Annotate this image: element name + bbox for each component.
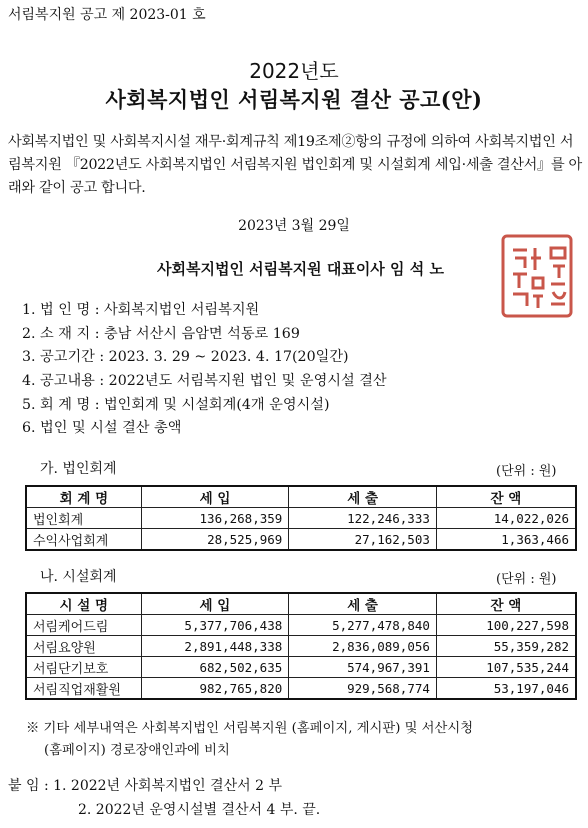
column-header: 세 출 <box>289 486 437 508</box>
table-row <box>26 636 576 657</box>
cell-balance: 55,359,282 <box>436 636 576 657</box>
cell-balance: 1,363,466 <box>436 529 576 551</box>
item-corporation-name: 1. 법 인 명 : 사회복지법인 서림복지원 <box>22 302 260 318</box>
notice-items <box>22 299 387 441</box>
cell-expense: 929,568,774 <box>289 678 437 700</box>
facility-section-label: 나. 시설회계 <box>40 569 117 585</box>
cell-balance: 14,022,026 <box>436 508 576 529</box>
cell-expense: 574,967,391 <box>289 657 437 678</box>
cell-revenue: 982,765,820 <box>141 678 289 700</box>
cell-name: 서림요양원 <box>26 636 141 657</box>
intro-paragraph: 사회복지법인 및 사회복지시설 재무·회계규칙 제19조제②항의 규정에 의하여 사회복지법인 서림복지원 『2022년도 사회복지법인 서림복지원 법인회계 및 시설회계 세입·세출 결산서』를 아래와 같이 공고 합니다. <box>8 134 582 196</box>
cell-name: 서림케어드림 <box>26 615 141 636</box>
item-account-name: 5. 회 계 명 : 법인회계 및 시설회계(4개 운영시설) <box>22 396 330 413</box>
note-block <box>26 718 473 762</box>
title-year: 2022년도 <box>249 59 339 83</box>
facility-accounts-table <box>25 592 577 700</box>
table-header-row <box>26 486 576 508</box>
column-header: 회 계 명 <box>26 486 141 508</box>
column-header: 잔 액 <box>436 486 576 508</box>
cell-name: 서림단기보호 <box>26 657 141 678</box>
table-row <box>26 615 576 636</box>
cell-revenue: 136,268,359 <box>141 508 289 529</box>
notice-date: 2023년 3월 29일 <box>238 218 350 234</box>
table-row <box>26 657 576 678</box>
attachment-line: 2. 2022년 운영시설별 결산서 4 부. 끝. <box>78 802 321 818</box>
cell-expense: 122,246,333 <box>289 508 437 529</box>
attachments-block <box>8 774 320 822</box>
corp-section-label: 가. 법인회계 <box>40 461 117 477</box>
item-address: 2. 소 재 지 : 충남 서산시 음암면 석동로 169 <box>22 325 300 342</box>
column-header: 세 입 <box>141 486 289 508</box>
column-header: 세 입 <box>141 593 289 615</box>
cell-balance: 53,197,046 <box>436 678 576 700</box>
cell-revenue: 5,377,706,438 <box>141 615 289 636</box>
cell-revenue: 28,525,969 <box>141 529 289 551</box>
cell-balance: 100,227,598 <box>436 615 576 636</box>
cell-balance: 107,535,244 <box>436 657 576 678</box>
facility-unit: (단위 : 원) <box>496 572 557 587</box>
note-line: ※ 기타 세부내역은 사회복지법인 서림복지원 (홈페이지, 게시판) 및 서산시청 <box>26 721 474 736</box>
column-header: 세 출 <box>289 593 437 615</box>
notice-number: 서림복지원 공고 제 2023-01 호 <box>8 7 206 23</box>
table-row <box>26 678 576 700</box>
column-header: 잔 액 <box>436 593 576 615</box>
page-title: 사회복지법인 서림복지원 결산 공고(안) <box>105 87 483 112</box>
cell-revenue: 682,502,635 <box>141 657 289 678</box>
cell-expense: 5,277,478,840 <box>289 615 437 636</box>
cell-name: 서림직업재활원 <box>26 678 141 700</box>
column-header: 시 설 명 <box>26 593 141 615</box>
cell-revenue: 2,891,448,338 <box>141 636 289 657</box>
attachment-line: 붙 임 : 1. 2022년 사회복지법인 결산서 2 부 <box>8 778 283 794</box>
table-row <box>26 529 576 551</box>
cell-name: 수익사업회계 <box>26 529 141 551</box>
item-totals: 6. 법인 및 시설 결산 총액 <box>22 420 182 437</box>
representative-line: 사회복지법인 서림복지원 대표이사 임 석 노 <box>157 260 444 278</box>
cell-expense: 27,162,503 <box>289 529 437 551</box>
table-row <box>26 508 576 529</box>
table-header-row <box>26 593 576 615</box>
item-period: 3. 공고기간 : 2023. 3. 29 ~ 2023. 4. 17(20일간) <box>22 349 349 366</box>
corp-unit: (단위 : 원) <box>496 464 557 479</box>
item-content: 4. 공고내용 : 2022년도 서림복지원 법인 및 운영시설 결산 <box>22 373 387 390</box>
corp-accounts-table <box>25 485 577 551</box>
cell-expense: 2,836,089,056 <box>289 636 437 657</box>
official-seal-stamp <box>497 228 577 324</box>
cell-name: 법인회계 <box>26 508 141 529</box>
note-line: (홈페이지) 경로장애인과에 비치 <box>44 743 230 758</box>
